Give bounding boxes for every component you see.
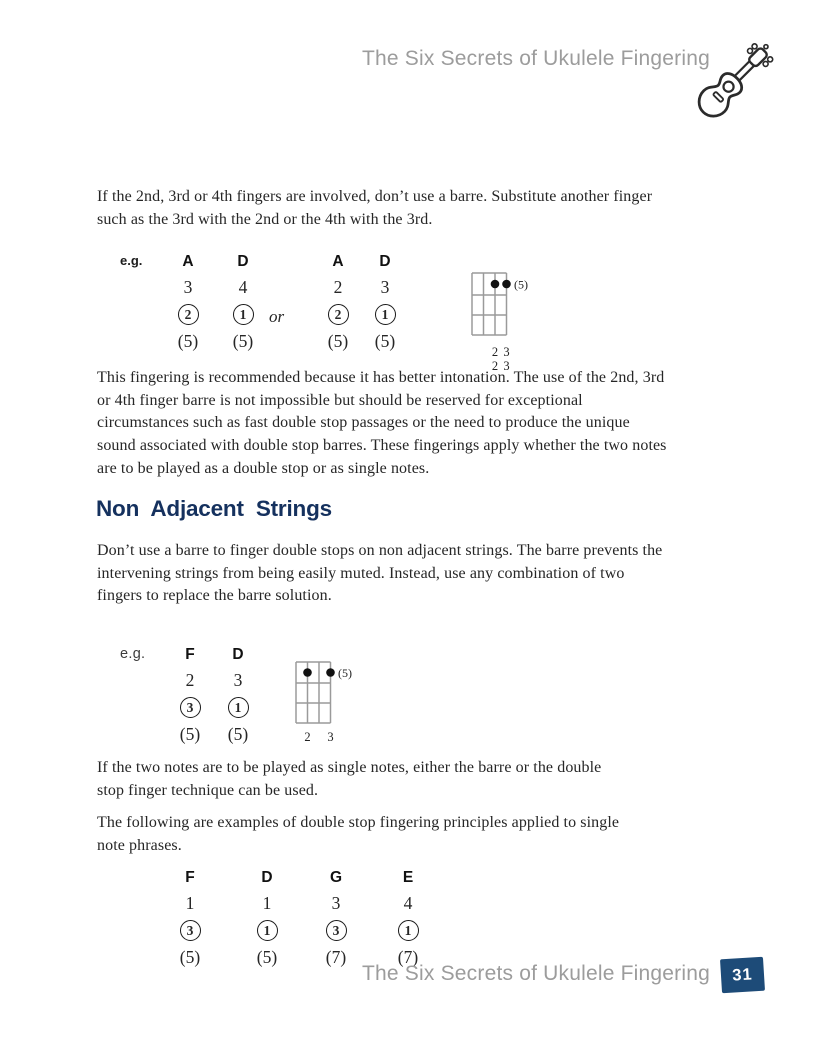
chord-column [168, 866, 212, 968]
string-number: (5) [327, 331, 349, 351]
chord-label: E [402, 869, 414, 886]
example-single-note-phrases [0, 866, 816, 971]
fret-number: 4 [238, 277, 248, 297]
string-number: (5) [374, 331, 396, 351]
page-number: 31 [731, 964, 754, 985]
chord-label: D [232, 646, 244, 663]
finger-circle: 2 [178, 304, 199, 325]
chord-column [168, 643, 212, 745]
fret-number: 3 [331, 893, 341, 913]
paragraph-following-examples: The following are examples of double stop fingering principles applied to single note phrases. [97, 814, 620, 854]
string-number: (5) [179, 724, 201, 744]
dot-string4 [326, 668, 335, 677]
fret-number: 1 [262, 893, 272, 913]
finger-circle: 1 [233, 304, 254, 325]
eg-label: e.g. [120, 253, 143, 268]
chord-label: D [237, 253, 249, 270]
eg-label: e.g. [120, 646, 146, 662]
fret-number: 3 [233, 670, 243, 690]
section-heading: Non Adjacent Strings [96, 496, 332, 521]
header-title: The Six Secrets of Ukulele Fingering [361, 47, 710, 70]
dot-string3 [491, 280, 500, 289]
diagram-finger-label: 2 [491, 359, 499, 373]
fret-number: 2 [333, 277, 343, 297]
string-number: (5) [227, 724, 249, 744]
ukulele-icon [686, 36, 778, 136]
diagram-finger-label: 2 [491, 345, 499, 359]
finger-circle: 1 [398, 920, 419, 941]
fret-number: 4 [403, 893, 413, 913]
chord-label: F [185, 869, 195, 886]
fret-number: 2 [185, 670, 195, 690]
fret-position-label: (5) [338, 666, 352, 680]
example-adjacent-strings [0, 250, 816, 365]
string-number: (7) [397, 947, 419, 967]
paragraph-intonation: This fingering is recommended because it has better intonation. The use of the 2nd, 3rd or 4th finger barre is not impossible but should be reserved for exceptional circumstances such as fast double stop passages or the need to produce the unique sound associated with double stop barres. These fingerings apply whether the two notes are to be played as a double stop or as single notes. [97, 369, 667, 477]
chord-label: A [332, 253, 344, 270]
fret-position-label: (5) [514, 277, 528, 292]
chord-column [316, 250, 360, 352]
string-number: (7) [325, 947, 347, 967]
or-label: or [269, 307, 285, 326]
chord-label: D [261, 869, 273, 886]
chord-column [166, 250, 210, 352]
fret-number: 3 [183, 277, 193, 297]
diagram-finger-label: 3 [503, 345, 510, 359]
diagram-finger-label: 3 [503, 359, 510, 373]
dot-string4 [502, 280, 511, 289]
finger-circle: 1 [375, 304, 396, 325]
finger-circle: 1 [228, 697, 249, 718]
string-number: (5) [177, 331, 199, 351]
finger-circle: 3 [326, 920, 347, 941]
chord-column [363, 250, 407, 352]
chord-label: A [182, 253, 194, 270]
string-number: (5) [179, 947, 201, 967]
finger-circle: 1 [257, 920, 278, 941]
chord-label: F [185, 646, 195, 663]
chord-column [386, 866, 430, 968]
dot-string2 [303, 668, 312, 677]
paragraph-barre-substitute: If the 2nd, 3rd or 4th fingers are involved, don’t use a barre. Substitute another finger such as the 3rd with the 2nd or the 4th with the 3rd. [97, 188, 653, 228]
chord-label: D [379, 253, 391, 270]
string-number: (5) [256, 947, 278, 967]
string-number: (5) [232, 331, 254, 351]
fretboard-diagram-adjacent [467, 268, 545, 374]
chord-column [216, 643, 260, 745]
chord-column [245, 866, 289, 968]
footer-title: The Six Secrets of Ukulele Fingering [361, 962, 710, 985]
chord-label: G [329, 869, 343, 886]
finger-circle: 3 [180, 920, 201, 941]
chord-column [314, 866, 358, 968]
diagram-finger-label: 3 [327, 730, 334, 744]
fretboard-diagram-non-adjacent [291, 657, 369, 745]
paragraph-single-notes: If the two notes are to be played as single notes, either the barre or the double stop finger technique can be used. [97, 759, 602, 799]
example-non-adjacent [0, 643, 816, 743]
paragraph-non-adjacent: Don’t use a barre to finger double stops on non adjacent strings. The barre prevents the intervening strings from being easily muted. Instead, use any combination of two fingers to replace the barre solution. [97, 542, 663, 605]
chord-column [221, 250, 265, 352]
diagram-finger-label: 2 [304, 730, 311, 744]
finger-circle: 3 [180, 697, 201, 718]
page-number-badge [720, 957, 765, 994]
fret-number: 3 [380, 277, 390, 297]
fret-number: 1 [185, 893, 195, 913]
finger-circle: 2 [328, 304, 349, 325]
